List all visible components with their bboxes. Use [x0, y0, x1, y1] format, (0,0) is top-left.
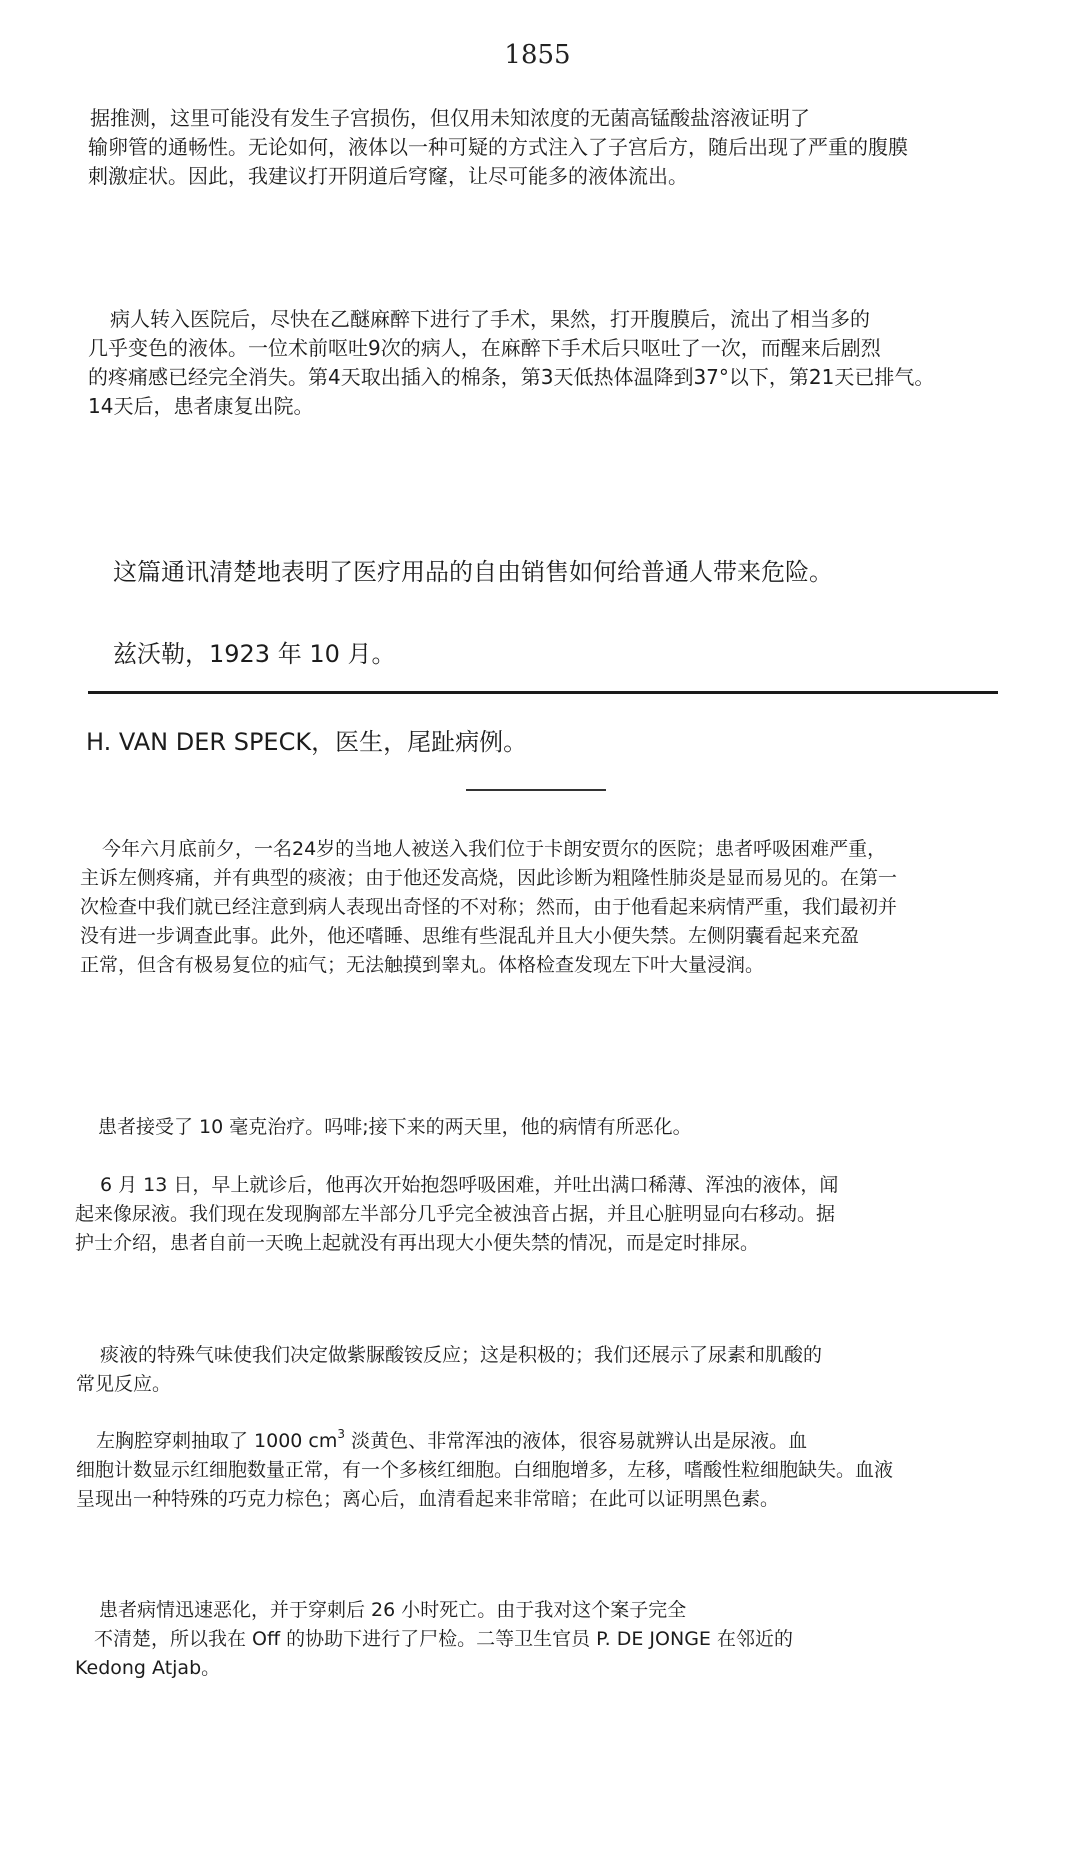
heading-rule [466, 789, 606, 791]
article-heading: H. VAN DER SPECK，医生，尾趾病例。 [86, 728, 528, 756]
text-line: 呈现出一种特殊的巧克力棕色；离心后，血清看起来非常暗；在此可以证明黑色素。 [76, 1488, 780, 1510]
text-line: 患者病情迅速恶化，并于穿刺后 26 小时死亡。由于我对这个案子完全 [99, 1599, 687, 1621]
text-line: 几乎变色的液体。一位术前呕吐9次的病人，在麻醉下手术后只呕吐了一次，而醒来后剧烈 [88, 336, 881, 360]
text-line: 输卵管的通畅性。无论如何，液体以一种可疑的方式注入了子宫后方，随后出现了严重的腹膜 [88, 135, 908, 159]
text-line: 14天后，患者康复出院。 [88, 394, 314, 418]
text-line: 常见反应。 [76, 1373, 172, 1395]
text-line: 6 月 13 日，早上就诊后，他再次开始抱怨呼吸困难，并吐出满口稀薄、浑浊的液体，闻 [100, 1174, 839, 1196]
text-line: 不清楚，所以我在 Off 的协助下进行了尸检。二等卫生官员 P. DE JONGE 在邻近的 [94, 1628, 793, 1650]
page-number: 1855 [504, 40, 571, 70]
paragraph-8 [75, 1596, 793, 1683]
text-line: 痰液的特殊气味使我们决定做紫脲酸铵反应；这是积极的；我们还展示了尿素和肌酸的 [100, 1344, 823, 1366]
text-line: 病人转入医院后，尽快在乙醚麻醉下进行了手术，果然，打开腹膜后，流出了相当多的 [110, 307, 870, 331]
text-run: 淡黄色、非常浑浊的液体，很容易就辨认出是尿液。血 [345, 1430, 808, 1452]
text-line: 没有进一步调查此事。此外，他还嗜睡、思维有些混乱并且大小便失禁。左侧阴囊看起来充盈 [80, 925, 860, 947]
text-line: 护士介绍，患者自前一天晚上起就没有再出现大小便失禁的情况，而是定时排尿。 [75, 1232, 760, 1254]
text-line: Kedong Atjab。 [75, 1657, 221, 1679]
text-line: 次检查中我们就已经注意到病人表现出奇怪的不对称；然而，由于他看起来病情严重，我们最初并 [80, 896, 898, 918]
superscript: 3 [337, 1427, 346, 1441]
text-line: 刺激症状。因此，我建议打开阴道后穹窿，让尽可能多的液体流出。 [88, 164, 688, 188]
paragraph-4 [98, 1113, 692, 1142]
signature-line: 兹沃勒，1923 年 10 月。 [113, 640, 396, 668]
text-line: 患者接受了 10 毫克治疗。吗啡;接下来的两天里，他的病情有所恶化。 [98, 1116, 692, 1138]
text-line [96, 1427, 893, 1456]
paragraph-2 [88, 305, 934, 421]
text-line: 细胞计数显示红细胞数量正常，有一个多核红细胞。白细胞增多，左移，嗜酸性粒细胞缺失。血液 [76, 1459, 894, 1481]
text-line: 主诉左侧疼痛，并有典型的痰液；由于他还发高烧，因此诊断为粗隆性肺炎是显而易见的。在第一 [80, 867, 898, 889]
paragraph-6 [76, 1341, 822, 1399]
paragraph-7 [76, 1427, 893, 1514]
text-line: 正常，但含有极易复位的疝气；无法触摸到睾丸。体格检查发现左下叶大量浸润。 [80, 954, 765, 976]
text-run: 左胸腔穿刺抽取了 1000 cm [96, 1430, 338, 1452]
text-line: 起来像尿液。我们现在发现胸部左半部分几乎完全被浊音占据，并且心脏明显向右移动。据 [75, 1203, 836, 1225]
text-line: 今年六月底前夕，一名24岁的当地人被送入我们位于卡朗安贾尔的医院；患者呼吸困难严重， [102, 838, 887, 860]
paragraph-3 [80, 835, 897, 980]
section-divider [88, 691, 998, 694]
paragraph-5 [75, 1171, 838, 1258]
text-line: 据推测，这里可能没有发生子宫损伤，但仅用未知浓度的无菌高锰酸盐溶液证明了 [90, 106, 810, 130]
closing-statement: 这篇通讯清楚地表明了医疗用品的自由销售如何给普通人带来危险。 [113, 558, 833, 586]
paragraph-1 [90, 104, 908, 191]
text-line: 的疼痛感已经完全消失。第4天取出插入的棉条，第3天低热体温降到37°以下，第21天已排气。 [88, 365, 935, 389]
